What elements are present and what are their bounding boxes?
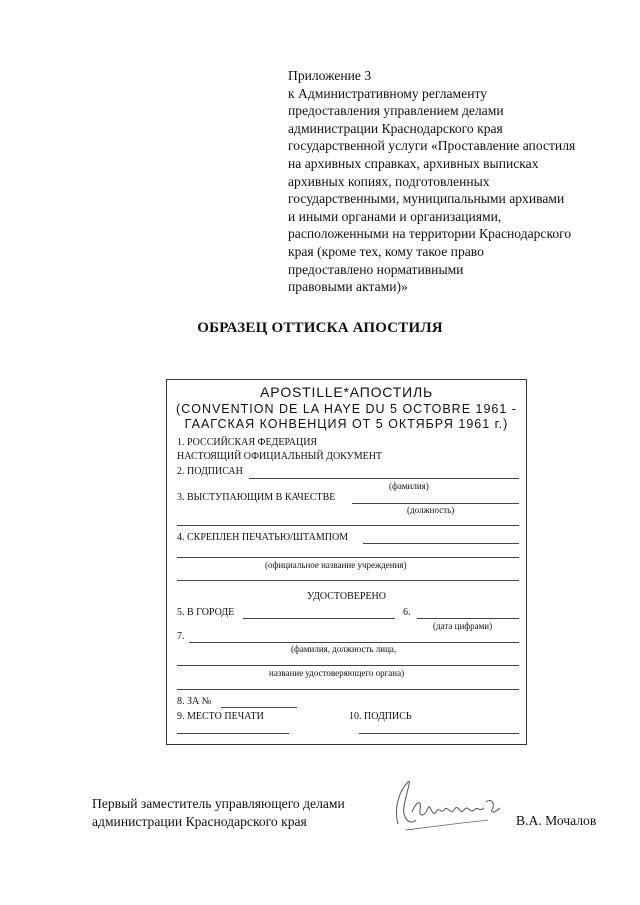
page-title: ОБРАЗЕЦ ОТТИСКА АПОСТИЛЯ (197, 320, 443, 336)
field-sealed: 4. СКРЕПЛЕН ПЕЧАТЬЮ/ШТАМПОМ (177, 532, 349, 543)
number-line (221, 707, 297, 708)
by-whom-line (189, 642, 519, 643)
convention-line: ГААГСКАЯ КОНВЕНЦИЯ ОТ 5 ОКТЯБРЯ 1961 г.) (184, 417, 509, 431)
hint-person: (фамилия, должность лица, (291, 644, 397, 654)
signer-position: Первый заместитель управляющего делами (92, 796, 345, 811)
field-city: 5. В ГОРОДЕ (177, 607, 235, 618)
header-line: расположенными на территории Краснодарского (288, 226, 572, 242)
hint-date: (дата цифрами) (433, 621, 493, 631)
hint-institution: (официальное название учреждения) (265, 560, 407, 570)
appendix-header (288, 67, 618, 296)
header-line: правовыми актами)» (288, 279, 408, 295)
field-acting-as: 3. ВЫСТУПАЮЩИМ В КАЧЕСТВЕ (177, 492, 336, 503)
field-by-whom: 7. (177, 631, 185, 642)
header-line: к Административному регламенту (288, 85, 488, 101)
header-line: на архивных справках, архивных выписках (288, 155, 539, 171)
field-document: НАСТОЯЩИЙ ОФИЦИАЛЬНЫЙ ДОКУМЕНТ (177, 451, 383, 462)
field-country: 1. РОССИЙСКАЯ ФЕДЕРАЦИЯ (177, 437, 318, 448)
convention-line: (CONVENTION DE LA HAYE DU 5 OCTOBRE 1961 - (176, 402, 517, 416)
header-line: государственными, муниципальными архивами (288, 191, 565, 207)
hint-authority: название удостоверяющего органа) (269, 668, 405, 678)
handwritten-signature (392, 772, 510, 838)
hint-position: (должность) (407, 505, 455, 515)
signer-organization: администрации Краснодарского края (92, 813, 307, 829)
field-number: 8. ЗА № (177, 696, 212, 707)
header-line: администрации Краснодарского края (288, 120, 503, 136)
date-line (417, 618, 519, 619)
signature-line (359, 733, 519, 734)
field-seal-place: 9. МЕСТО ПЕЧАТИ (177, 711, 264, 722)
header-line: и иными органами и организациями, (288, 208, 502, 224)
sealed-line (363, 543, 519, 544)
hint-surname: (фамилия) (389, 481, 429, 491)
seal-place-line (177, 733, 289, 734)
apostille-stamp (166, 379, 527, 745)
signed-by-line (249, 478, 519, 479)
field-date: 6. (403, 607, 411, 618)
header-line: Приложение 3 (288, 68, 372, 83)
header-line: предоставления управлением делами (288, 103, 504, 119)
signer-name: В.А. Мочалов (516, 813, 597, 828)
header-line: края (кроме тех, кому такое право (288, 243, 484, 259)
acting-as-line (352, 503, 519, 504)
header-line: архивных копиях, подготовленных (288, 173, 490, 189)
header-line: государственной услуги «Проставление апостиля (288, 138, 576, 154)
certified-label: УДОСТОВЕРЕНО (307, 591, 386, 602)
header-line: предоставлено нормативными (288, 261, 464, 277)
institution-line (177, 580, 519, 581)
field-signed-by: 2. ПОДПИСАН (177, 466, 243, 477)
apostille-heading: APOSTILLE*АПОСТИЛЬ (260, 384, 433, 400)
sealed-line-2 (177, 557, 519, 558)
acting-as-line-2 (177, 525, 519, 526)
person-line (177, 665, 519, 666)
signer-block (92, 795, 345, 830)
field-signature: 10. ПОДПИСЬ (349, 711, 412, 722)
authority-line (177, 689, 519, 690)
city-line (243, 618, 395, 619)
